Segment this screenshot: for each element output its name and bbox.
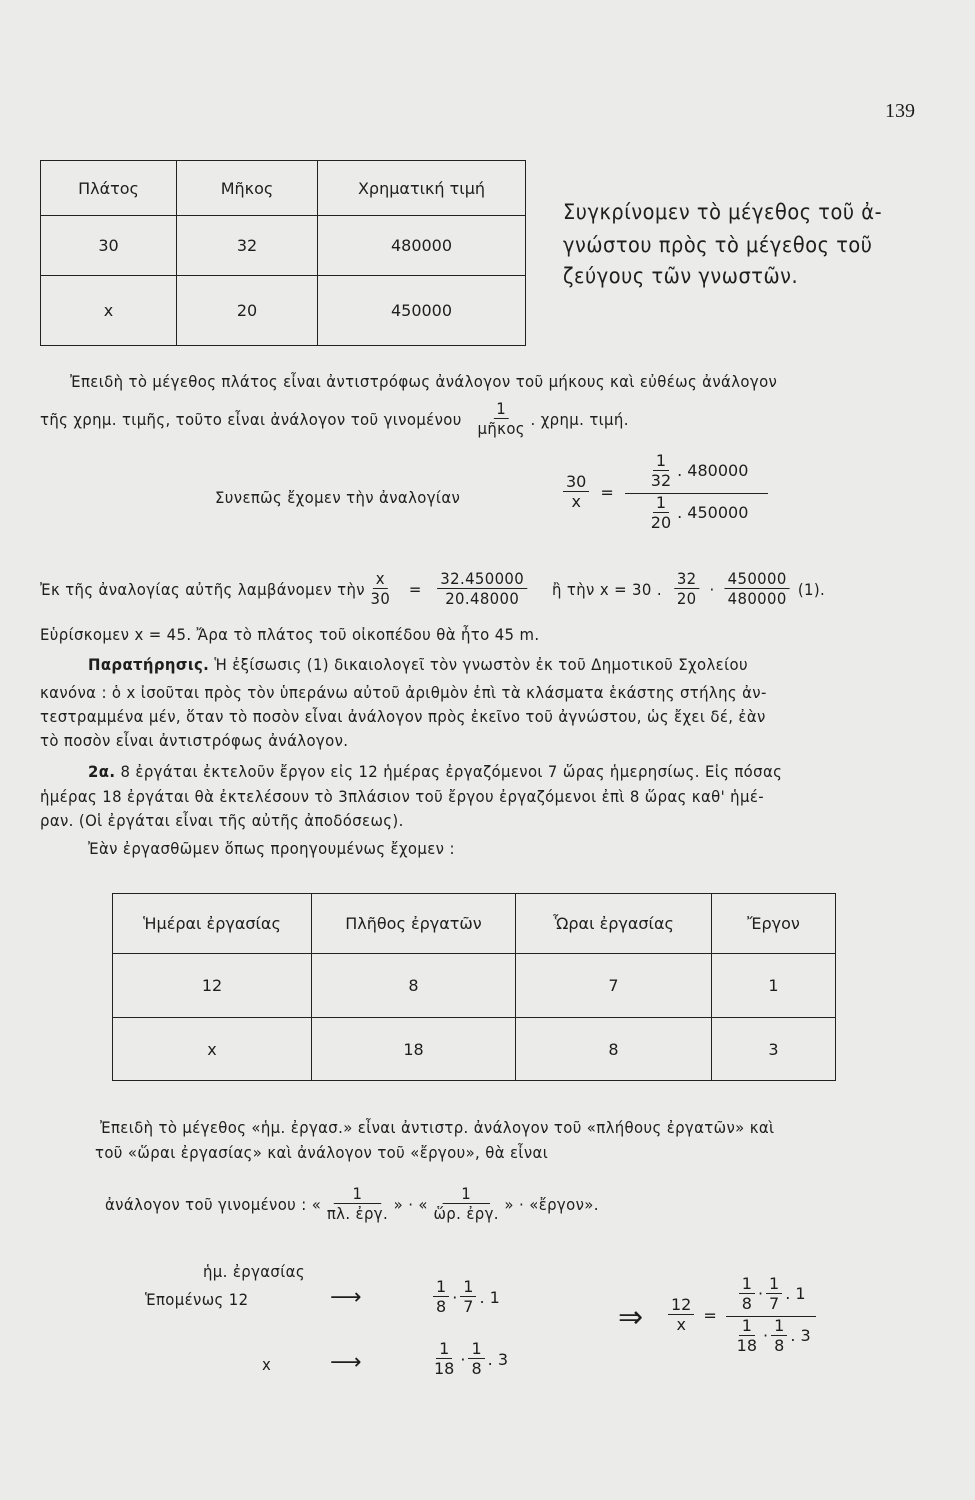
value: . 480000 [677,460,749,480]
text: » · «ἔργον». [504,1194,599,1214]
fraction [648,452,674,491]
side-text-line: ζεύγους τῶν γνωστῶν. [563,264,799,288]
denominator [728,1317,814,1356]
text: » · « [393,1194,428,1214]
table-cell: 30 [41,216,177,276]
numerator: 30 [563,473,589,492]
table-header: Ἡμέραι ἐργασίας [113,894,312,954]
value: . 3 [790,1325,811,1345]
dot: · [757,1283,764,1303]
table-cell: 20 [177,276,318,346]
equals-sign: = [703,1305,717,1325]
dot: · [460,1349,466,1369]
fraction [734,1317,760,1356]
denominator: 8 [471,1359,482,1379]
value: . 1 [479,1287,500,1307]
fraction [563,473,589,512]
table-header: Πλῆθος ἐργατῶν [312,894,516,954]
text: Ἡ ἐξίσωσις (1) δικαιολογεῖ τὸν γνωστὸν ἐκ τοῦ Δημοτικοῦ Σχολείου [214,655,748,674]
side-text-line: γνώστου πρὸς τὸ μέγεθος τοῦ [563,233,873,257]
numerator: 1 [494,400,509,419]
fraction [674,570,699,609]
table-cell: 8 [516,1018,712,1081]
table-work [112,893,836,1081]
numerator: 1 [460,1278,476,1297]
fraction [475,400,528,439]
equals-sign: = [408,579,422,599]
table-cell: 18 [312,1018,516,1081]
value: . 3 [487,1349,508,1369]
dot: · [763,1325,769,1345]
table-cell: 450000 [318,276,526,346]
numerator: 12 [668,1296,694,1315]
text: . χρημ. τιμή. [530,409,629,429]
problem-line: Ἐὰν ἐργασθῶμεν ὅπως προηγουμένως ἔχομεν : [88,839,455,858]
numerator: 450000 [725,570,790,589]
table-header: Μῆκος [177,161,318,216]
denominator: 20 [676,589,697,609]
fraction [431,1340,457,1379]
remark-line [88,655,748,674]
implies-arrow-icon: ⇒ [618,1300,644,1335]
text: Ἐκ τῆς ἀναλογίας αὐτῆς λαμβάνομεν τὴν [40,579,365,599]
problem-number: 2α. [88,762,116,781]
dot: · [709,579,715,599]
denominator: 30 [370,589,391,609]
denominator: x [571,492,581,512]
denominator: 32 [650,471,672,491]
text: ἢ τὴν x = 30 . [552,579,662,599]
fraction [725,570,790,609]
value: . 1 [785,1283,806,1303]
denominator: 7 [463,1297,474,1317]
fraction [468,1340,484,1379]
numerator: x [373,570,388,589]
numerator: 1 [653,452,669,471]
table-cell: 3 [712,1018,836,1081]
arrow-icon: ⟶ [330,1350,362,1375]
numerator: 1 [436,1340,452,1359]
fraction [438,570,527,609]
expression-row1 [430,1278,500,1317]
table-cell: 1 [712,954,836,1018]
denominator [642,494,752,533]
fraction [324,1185,391,1224]
paragraph-line [40,400,629,439]
arrow-icon: ⟶ [330,1285,362,1310]
fraction [433,1278,449,1317]
text: 8 ἐργάται ἐκτελοῦν ἔργον εἰς 12 ἡμέρας ἐργαζόμενοι 7 ὥρας ἡμερησίως. Εἰς πόσας [120,762,783,781]
denominator: 7 [769,1294,780,1314]
fraction [368,570,393,609]
denominator: ὥρ. ἐργ. [433,1204,499,1224]
denominator: 18 [434,1359,455,1379]
table-cell: x [41,276,177,346]
numerator: 32.450000 [438,570,527,589]
table-dimensions-price [40,160,526,346]
equals-sign: = [600,482,614,502]
paragraph-line: Εὑρίσκομεν x = 45. Ἄρα τὸ πλάτος τοῦ οἰκοπέδου θὰ ἦτο 45 m. [40,625,540,644]
numerator: 32 [674,570,699,589]
paragraph-line: Ἐπειδὴ τὸ μέγεθος «ἡμ. ἐργασ.» εἶναι ἀντιστρ. ἀνάλογον τοῦ «πλήθους ἐργατῶν» καὶ [100,1118,775,1137]
value: . 450000 [677,502,749,522]
numerator: 1 [334,1185,381,1204]
table-cell: x [113,1018,312,1081]
problem-line [88,762,782,781]
fraction [766,1275,782,1314]
column-label: ἡμ. ἐργασίας [203,1262,305,1281]
remark-line: τὸ ποσὸν εἶναι ἀντιστρόφως ἀνάλογον. [40,731,349,750]
table-cell: 12 [113,954,312,1018]
side-text-line: Συγκρίνομεν τὸ μέγεθος τοῦ ἀ- [563,200,883,224]
paragraph-line: Ἐπειδὴ τὸ μέγεθος πλάτος εἶναι ἀντιστρόφως ἀνάλογον τοῦ μήκους καὶ εὐθέως ἀνάλογον [70,372,778,391]
table-header: Πλάτος [41,161,177,216]
denominator: 8 [436,1297,447,1317]
problem-line: ραν. (Οἱ ἐργάται εἶναι τῆς αὐτῆς ἀποδόσεως). [40,811,404,830]
numerator [625,452,769,494]
fraction [460,1278,476,1317]
denominator: 8 [774,1335,785,1355]
numerator: 1 [739,1317,755,1336]
numerator: 1 [739,1275,755,1294]
remark-title: Παρατήρησις. [88,655,210,674]
denominator: 480000 [727,589,787,609]
table-header: Χρηματική τιμή [318,161,526,216]
numerator: 1 [653,494,669,513]
numerator [726,1275,816,1317]
denominator: 18 [736,1335,758,1355]
numerator: 1 [433,1278,449,1297]
table-cell: 32 [177,216,318,276]
product-line [105,1185,599,1224]
text: ἀνάλογον τοῦ γινομένου : « [105,1194,322,1214]
proportion-label: Συνεπῶς ἔχομεν τὴν ἀναλογίαν [215,488,461,507]
fraction [771,1317,787,1356]
fraction [431,1185,502,1224]
table-header: Ἔργον [712,894,836,954]
denominator: πλ. ἐργ. [326,1204,389,1224]
paragraph-line: τοῦ «ὥραι ἐργασίας» καὶ ἀνάλογον τοῦ «ἔργου», θὰ εἶναι [95,1143,549,1162]
numerator: 1 [468,1340,484,1359]
table-cell: 8 [312,954,516,1018]
expression-row2 [428,1340,508,1379]
numerator: 1 [771,1317,787,1336]
denominator: 8 [741,1294,752,1314]
fraction [648,494,674,533]
remark-line: τεστραμμένα μέν, ὅταν τὸ ποσὸν εἶναι ἀνάλογον πρὸς ἐκεῖνο τοῦ ἀγνώστου, ὡς ἔχει δέ, ἐὰν [40,707,766,726]
fraction [668,1296,694,1335]
numerator: 1 [443,1185,490,1204]
proportion-equation [560,452,771,532]
denominator: 20 [650,512,672,532]
denominator: x [676,1315,686,1335]
numerator: 1 [766,1275,782,1294]
compound-fraction [726,1275,816,1355]
denominator: μῆκος [477,419,525,439]
table-cell: 7 [516,954,712,1018]
dot: · [452,1287,458,1307]
row-label: Ἑπομένως 12 [145,1290,249,1309]
text: τῆς χρημ. τιμῆς, τοῦτο εἶναι ἀνάλογον τοῦ γινομένου [40,409,462,429]
denominator: 20.48000 [445,589,520,609]
page-number: 139 [885,100,915,122]
equation-label: (1). [797,579,826,599]
result-line [40,570,825,609]
final-equation [665,1275,819,1355]
problem-line: ἡμέρας 18 ἐργάται θὰ ἐκτελέσουν τὸ 3πλάσιον τοῦ ἔργου ἐργαζόμενοι ἐπὶ 8 ὥρας καθ' ἡμέ- [40,787,764,806]
compound-fraction [625,452,769,532]
table-header: Ὧραι ἐργασίας [516,894,712,954]
row-label: x [262,1355,272,1374]
table-cell: 480000 [318,216,526,276]
fraction [739,1275,755,1314]
remark-line: κανόνα : ὁ x ἰσοῦται πρὸς τὸν ὑπεράνω αὐτοῦ ἀριθμὸν ἐπὶ τὰ κλάσματα ἑκάστης στήλης ἀν- [40,683,767,702]
